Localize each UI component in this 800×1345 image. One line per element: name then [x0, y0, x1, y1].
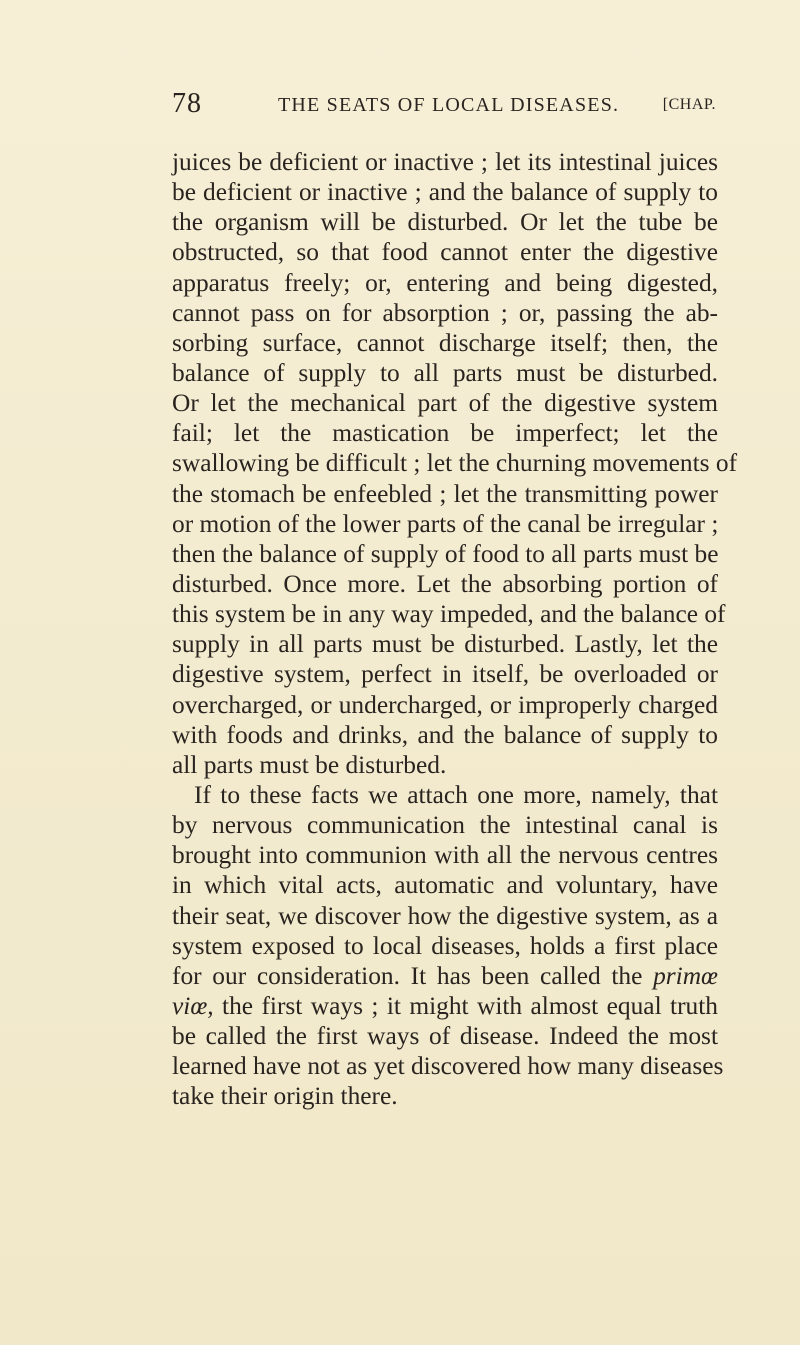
text-line: fail; let the mastication be imperfect; let the: [172, 419, 718, 448]
text-line: supply in all parts must be disturbed. Lastly, let the: [172, 630, 718, 659]
text-line: be deficient or inactive ; and the balance of supply to: [172, 178, 718, 207]
text-fragment: the first ways ; it might with almost equal truth: [222, 991, 718, 1020]
text-line: overcharged, or undercharged, or improperly charged: [172, 690, 718, 719]
text-line: apparatus freely; or, entering and being digested,: [172, 268, 718, 297]
text-line: If to these facts we attach one more, namely, that: [194, 780, 718, 809]
italic-latin-term: viœ,: [172, 991, 214, 1020]
text-line: in which vital acts, automatic and voluntary, have: [172, 871, 718, 900]
text-line: all parts must be disturbed.: [172, 750, 447, 779]
text-line: be called the first ways of disease. Indeed the most: [172, 1022, 718, 1051]
text-fragment: for our consideration. It has been called the: [172, 961, 643, 990]
running-head: [172, 88, 716, 130]
text-line: brought into communion with all the nervous centres: [172, 841, 718, 870]
text-line: digestive system, perfect in itself, be overloaded or: [172, 660, 718, 689]
text-line: balance of supply to all parts must be disturbed.: [172, 358, 718, 387]
chapter-label: [CHAP.: [662, 96, 716, 113]
text-line: their seat, we discover how the digestive system, as a: [172, 901, 718, 930]
text-line: learned have not as yet discovered how many diseases: [172, 1052, 724, 1081]
text-line: with foods and drinks, and the balance of supply to: [172, 720, 718, 749]
text-line: obstructed, so that food cannot enter the digestive: [172, 238, 718, 267]
text-line: by nervous communication the intestinal canal is: [172, 811, 718, 840]
text-line: take their origin there.: [172, 1082, 398, 1111]
text-line: [172, 991, 718, 1021]
text-line: then the balance of supply of food to all parts must be: [172, 539, 719, 568]
text-line: or motion of the lower parts of the canal be irregular ;: [172, 509, 719, 538]
body-text: [172, 147, 738, 1112]
text-line: [172, 961, 718, 991]
text-line: the organism will be disturbed. Or let the tube be: [172, 208, 718, 237]
text-line: this system be in any way impeded, and the balance of: [172, 600, 726, 629]
text-line: system exposed to local diseases, holds a first place: [172, 931, 718, 960]
text-line: sorbing surface, cannot discharge itself; then, the: [172, 328, 718, 357]
text-line: the stomach be enfeebled ; let the transmitting power: [172, 479, 718, 508]
text-line: swallowing be difficult ; let the churning movements of: [172, 449, 738, 478]
text-line: Or let the mechanical part of the digestive system: [172, 389, 718, 418]
text-line: cannot pass on for absorption ; or, passing the ab-: [172, 298, 718, 327]
running-title: THE SEATS OF LOCAL DISEASES.: [278, 94, 620, 116]
text-line: disturbed. Once more. Let the absorbing portion of: [172, 569, 718, 598]
page-number: 78: [172, 88, 202, 119]
text-line: juices be deficient or inactive ; let its intestinal juices: [172, 148, 718, 176]
italic-latin-term: primœ: [653, 961, 718, 990]
